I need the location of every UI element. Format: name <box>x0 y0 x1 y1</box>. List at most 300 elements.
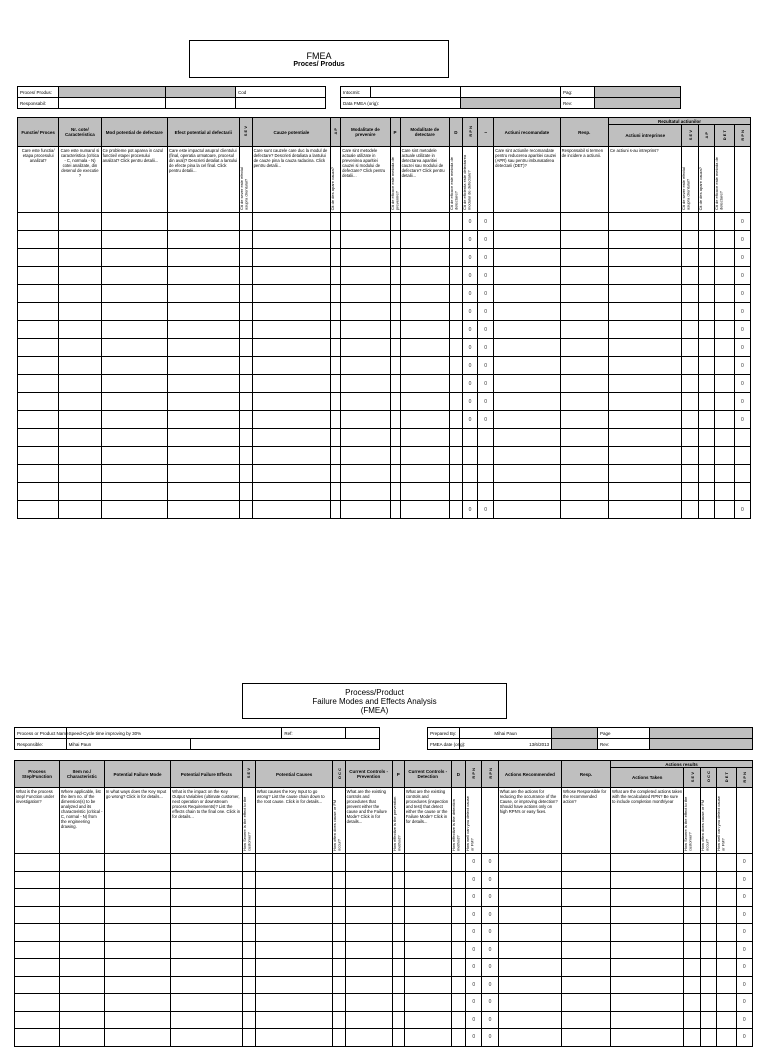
table-cell[interactable] <box>717 976 736 994</box>
table-cell[interactable] <box>18 231 59 249</box>
table-cell[interactable] <box>608 321 682 339</box>
table-cell[interactable] <box>462 213 477 231</box>
table-cell[interactable] <box>252 447 331 465</box>
table-cell[interactable] <box>608 249 682 267</box>
table-cell[interactable] <box>168 483 239 501</box>
table-cell[interactable] <box>59 321 101 339</box>
table-cell[interactable] <box>736 959 753 977</box>
table-cell[interactable] <box>101 249 167 267</box>
table-cell[interactable] <box>18 213 59 231</box>
table-cell[interactable] <box>101 213 167 231</box>
table-cell[interactable] <box>101 357 167 375</box>
table-cell[interactable] <box>462 501 477 519</box>
prepared-field[interactable]: Mihai Paun <box>460 728 552 739</box>
table-cell[interactable] <box>608 375 682 393</box>
table-cell[interactable] <box>451 994 465 1012</box>
table-cell[interactable] <box>478 483 494 501</box>
table-cell[interactable] <box>478 357 494 375</box>
table-cell[interactable] <box>239 375 252 393</box>
table-cell[interactable] <box>462 465 477 483</box>
table-cell[interactable] <box>451 889 465 907</box>
process-field[interactable]: Speed-Cycle time improving by 30% <box>66 728 282 739</box>
table-cell[interactable] <box>449 339 462 357</box>
table-cell[interactable] <box>734 267 750 285</box>
table-cell[interactable] <box>682 483 698 501</box>
table-cell[interactable] <box>390 429 400 447</box>
table-cell[interactable] <box>404 906 451 924</box>
table-cell[interactable] <box>498 889 561 907</box>
table-cell[interactable] <box>482 1029 498 1047</box>
table-cell[interactable] <box>171 889 242 907</box>
table-cell[interactable] <box>494 267 560 285</box>
table-cell[interactable] <box>341 357 390 375</box>
table-cell[interactable] <box>239 447 252 465</box>
table-cell[interactable] <box>682 285 698 303</box>
table-cell[interactable] <box>698 375 714 393</box>
table-cell[interactable] <box>451 959 465 977</box>
table-cell[interactable] <box>698 501 714 519</box>
table-cell[interactable] <box>341 321 390 339</box>
table-cell[interactable] <box>18 447 59 465</box>
table-cell[interactable] <box>171 1029 242 1047</box>
table-cell[interactable] <box>390 447 400 465</box>
table-cell[interactable] <box>331 357 341 375</box>
table-cell[interactable] <box>451 1011 465 1029</box>
table-cell[interactable] <box>608 213 682 231</box>
table-cell[interactable] <box>392 941 404 959</box>
page-field[interactable] <box>649 728 752 739</box>
table-cell[interactable] <box>561 941 610 959</box>
table-cell[interactable] <box>59 465 101 483</box>
table-cell[interactable] <box>345 994 392 1012</box>
table-cell[interactable] <box>608 429 682 447</box>
table-cell[interactable] <box>478 411 494 429</box>
table-cell[interactable] <box>18 429 59 447</box>
table-cell[interactable] <box>734 213 750 231</box>
table-cell[interactable] <box>462 357 477 375</box>
table-cell[interactable] <box>101 321 167 339</box>
table-cell[interactable] <box>700 976 716 994</box>
table-cell[interactable] <box>255 924 333 942</box>
table-cell[interactable] <box>104 1029 170 1047</box>
table-cell[interactable] <box>734 411 750 429</box>
table-cell[interactable] <box>404 1011 451 1029</box>
table-cell[interactable] <box>684 889 700 907</box>
table-cell[interactable] <box>494 357 560 375</box>
table-cell[interactable] <box>714 213 734 231</box>
table-cell[interactable] <box>682 465 698 483</box>
table-cell[interactable] <box>171 924 242 942</box>
table-cell[interactable] <box>18 303 59 321</box>
table-cell[interactable] <box>494 483 560 501</box>
table-cell[interactable] <box>242 976 255 994</box>
table-cell[interactable] <box>682 411 698 429</box>
table-cell[interactable] <box>101 303 167 321</box>
table-cell[interactable] <box>400 393 449 411</box>
table-cell[interactable] <box>466 959 482 977</box>
table-cell[interactable] <box>341 465 390 483</box>
table-cell[interactable] <box>449 393 462 411</box>
table-cell[interactable] <box>171 941 242 959</box>
table-cell[interactable] <box>714 267 734 285</box>
table-cell[interactable] <box>717 854 736 872</box>
table-cell[interactable] <box>560 375 608 393</box>
table-cell[interactable] <box>18 465 59 483</box>
table-cell[interactable] <box>736 941 753 959</box>
table-cell[interactable] <box>449 231 462 249</box>
table-cell[interactable] <box>390 465 400 483</box>
table-cell[interactable] <box>168 447 239 465</box>
table-cell[interactable] <box>449 501 462 519</box>
table-cell[interactable] <box>610 1011 683 1029</box>
table-cell[interactable] <box>717 941 736 959</box>
table-cell[interactable] <box>684 959 700 977</box>
rev-field[interactable] <box>595 98 681 109</box>
table-cell[interactable] <box>59 994 104 1012</box>
table-cell[interactable] <box>462 447 477 465</box>
table-cell[interactable] <box>252 411 331 429</box>
table-cell[interactable] <box>449 321 462 339</box>
table-cell[interactable] <box>168 267 239 285</box>
table-cell[interactable] <box>331 231 341 249</box>
table-cell[interactable] <box>560 465 608 483</box>
responsabil-field-3[interactable] <box>236 98 326 109</box>
table-cell[interactable] <box>498 994 561 1012</box>
table-cell[interactable] <box>59 375 101 393</box>
table-cell[interactable] <box>717 994 736 1012</box>
table-cell[interactable] <box>734 447 750 465</box>
table-cell[interactable] <box>333 871 345 889</box>
table-cell[interactable] <box>498 1011 561 1029</box>
table-cell[interactable] <box>15 1029 60 1047</box>
table-cell[interactable] <box>104 959 170 977</box>
table-cell[interactable] <box>608 447 682 465</box>
table-cell[interactable] <box>494 411 560 429</box>
table-cell[interactable] <box>255 941 333 959</box>
table-cell[interactable] <box>478 501 494 519</box>
table-cell[interactable] <box>59 249 101 267</box>
table-cell[interactable] <box>700 994 716 1012</box>
table-cell[interactable] <box>698 429 714 447</box>
table-cell[interactable] <box>466 854 482 872</box>
pag-field[interactable] <box>595 87 681 98</box>
table-cell[interactable] <box>390 393 400 411</box>
table-cell[interactable] <box>682 321 698 339</box>
table-cell[interactable] <box>698 339 714 357</box>
table-cell[interactable] <box>242 941 255 959</box>
table-cell[interactable] <box>682 375 698 393</box>
table-cell[interactable] <box>400 303 449 321</box>
table-cell[interactable] <box>700 1029 716 1047</box>
table-cell[interactable] <box>560 285 608 303</box>
table-cell[interactable] <box>494 501 560 519</box>
table-cell[interactable] <box>698 267 714 285</box>
table-cell[interactable] <box>59 303 101 321</box>
table-cell[interactable] <box>682 213 698 231</box>
table-cell[interactable] <box>482 906 498 924</box>
table-cell[interactable] <box>684 1029 700 1047</box>
table-cell[interactable] <box>698 465 714 483</box>
table-cell[interactable] <box>255 871 333 889</box>
table-cell[interactable] <box>560 483 608 501</box>
table-cell[interactable] <box>462 249 477 267</box>
table-cell[interactable] <box>255 959 333 977</box>
table-cell[interactable] <box>714 375 734 393</box>
table-cell[interactable] <box>610 906 683 924</box>
table-cell[interactable] <box>239 393 252 411</box>
table-cell[interactable] <box>560 213 608 231</box>
table-cell[interactable] <box>494 339 560 357</box>
table-cell[interactable] <box>462 303 477 321</box>
table-cell[interactable] <box>561 924 610 942</box>
table-cell[interactable] <box>59 501 101 519</box>
table-cell[interactable] <box>698 483 714 501</box>
table-cell[interactable] <box>449 375 462 393</box>
responsible-field[interactable]: Mihai Paun <box>66 739 190 750</box>
table-cell[interactable] <box>333 1029 345 1047</box>
table-cell[interactable] <box>59 447 101 465</box>
table-cell[interactable] <box>168 411 239 429</box>
table-cell[interactable] <box>239 429 252 447</box>
table-cell[interactable] <box>341 375 390 393</box>
table-cell[interactable] <box>252 249 331 267</box>
table-cell[interactable] <box>331 501 341 519</box>
table-cell[interactable] <box>400 501 449 519</box>
table-cell[interactable] <box>239 483 252 501</box>
table-cell[interactable] <box>392 924 404 942</box>
table-cell[interactable] <box>333 959 345 977</box>
table-cell[interactable] <box>333 994 345 1012</box>
table-cell[interactable] <box>404 959 451 977</box>
table-cell[interactable] <box>331 411 341 429</box>
table-cell[interactable] <box>168 321 239 339</box>
table-cell[interactable] <box>736 924 753 942</box>
table-cell[interactable] <box>560 447 608 465</box>
table-cell[interactable] <box>168 375 239 393</box>
table-cell[interactable] <box>104 924 170 942</box>
table-cell[interactable] <box>561 959 610 977</box>
table-cell[interactable] <box>15 941 60 959</box>
table-cell[interactable] <box>101 465 167 483</box>
table-cell[interactable] <box>104 994 170 1012</box>
table-cell[interactable] <box>400 231 449 249</box>
table-cell[interactable] <box>560 339 608 357</box>
table-cell[interactable] <box>15 1011 60 1029</box>
table-cell[interactable] <box>482 994 498 1012</box>
table-cell[interactable] <box>18 249 59 267</box>
table-cell[interactable] <box>59 339 101 357</box>
table-cell[interactable] <box>400 357 449 375</box>
table-cell[interactable] <box>400 483 449 501</box>
table-cell[interactable] <box>714 249 734 267</box>
table-cell[interactable] <box>168 231 239 249</box>
table-cell[interactable] <box>466 889 482 907</box>
table-cell[interactable] <box>168 249 239 267</box>
table-cell[interactable] <box>392 906 404 924</box>
table-cell[interactable] <box>341 231 390 249</box>
table-cell[interactable] <box>239 357 252 375</box>
table-cell[interactable] <box>59 267 101 285</box>
table-cell[interactable] <box>700 941 716 959</box>
table-cell[interactable] <box>466 941 482 959</box>
table-cell[interactable] <box>242 924 255 942</box>
table-cell[interactable] <box>255 906 333 924</box>
table-cell[interactable] <box>171 871 242 889</box>
table-cell[interactable] <box>682 231 698 249</box>
table-cell[interactable] <box>239 321 252 339</box>
table-cell[interactable] <box>682 339 698 357</box>
table-cell[interactable] <box>466 871 482 889</box>
table-cell[interactable] <box>239 339 252 357</box>
table-cell[interactable] <box>101 267 167 285</box>
process-field[interactable] <box>59 87 166 98</box>
table-cell[interactable] <box>610 889 683 907</box>
table-cell[interactable] <box>462 339 477 357</box>
table-cell[interactable] <box>104 906 170 924</box>
table-cell[interactable] <box>345 1029 392 1047</box>
table-cell[interactable] <box>494 231 560 249</box>
table-cell[interactable] <box>451 871 465 889</box>
table-cell[interactable] <box>684 994 700 1012</box>
table-cell[interactable] <box>400 465 449 483</box>
table-cell[interactable] <box>717 889 736 907</box>
table-cell[interactable] <box>700 854 716 872</box>
table-cell[interactable] <box>104 871 170 889</box>
table-cell[interactable] <box>449 429 462 447</box>
table-cell[interactable] <box>478 393 494 411</box>
table-cell[interactable] <box>242 994 255 1012</box>
table-cell[interactable] <box>392 994 404 1012</box>
table-cell[interactable] <box>682 447 698 465</box>
table-cell[interactable] <box>390 267 400 285</box>
table-cell[interactable] <box>101 339 167 357</box>
table-cell[interactable] <box>101 501 167 519</box>
table-cell[interactable] <box>15 994 60 1012</box>
table-cell[interactable] <box>242 1011 255 1029</box>
table-cell[interactable] <box>400 267 449 285</box>
table-cell[interactable] <box>404 924 451 942</box>
table-cell[interactable] <box>714 303 734 321</box>
table-cell[interactable] <box>560 429 608 447</box>
table-cell[interactable] <box>404 976 451 994</box>
table-cell[interactable] <box>610 994 683 1012</box>
table-cell[interactable] <box>331 465 341 483</box>
table-cell[interactable] <box>494 321 560 339</box>
table-cell[interactable] <box>466 976 482 994</box>
table-cell[interactable] <box>698 447 714 465</box>
table-cell[interactable] <box>682 393 698 411</box>
table-cell[interactable] <box>59 429 101 447</box>
table-cell[interactable] <box>252 357 331 375</box>
table-cell[interactable] <box>734 465 750 483</box>
table-cell[interactable] <box>390 375 400 393</box>
table-cell[interactable] <box>684 871 700 889</box>
table-cell[interactable] <box>608 231 682 249</box>
table-cell[interactable] <box>168 213 239 231</box>
table-cell[interactable] <box>18 501 59 519</box>
table-cell[interactable] <box>561 871 610 889</box>
table-cell[interactable] <box>390 285 400 303</box>
table-cell[interactable] <box>561 1029 610 1047</box>
table-cell[interactable] <box>700 1011 716 1029</box>
table-cell[interactable] <box>451 924 465 942</box>
table-cell[interactable] <box>59 941 104 959</box>
table-cell[interactable] <box>333 889 345 907</box>
table-cell[interactable] <box>59 357 101 375</box>
table-cell[interactable] <box>392 1011 404 1029</box>
table-cell[interactable] <box>18 357 59 375</box>
table-cell[interactable] <box>478 321 494 339</box>
table-cell[interactable] <box>404 871 451 889</box>
table-cell[interactable] <box>101 483 167 501</box>
table-cell[interactable] <box>498 906 561 924</box>
table-cell[interactable] <box>736 906 753 924</box>
table-cell[interactable] <box>734 375 750 393</box>
table-cell[interactable] <box>15 959 60 977</box>
table-cell[interactable] <box>104 854 170 872</box>
table-cell[interactable] <box>610 924 683 942</box>
table-cell[interactable] <box>331 321 341 339</box>
table-cell[interactable] <box>560 393 608 411</box>
table-cell[interactable] <box>700 959 716 977</box>
table-cell[interactable] <box>736 976 753 994</box>
table-cell[interactable] <box>682 429 698 447</box>
table-cell[interactable] <box>239 249 252 267</box>
table-cell[interactable] <box>252 321 331 339</box>
table-cell[interactable] <box>717 959 736 977</box>
table-cell[interactable] <box>462 411 477 429</box>
table-cell[interactable] <box>736 889 753 907</box>
table-cell[interactable] <box>478 285 494 303</box>
table-cell[interactable] <box>498 854 561 872</box>
table-cell[interactable] <box>449 465 462 483</box>
table-cell[interactable] <box>331 375 341 393</box>
table-cell[interactable] <box>101 411 167 429</box>
table-cell[interactable] <box>449 249 462 267</box>
table-cell[interactable] <box>736 994 753 1012</box>
table-cell[interactable] <box>561 906 610 924</box>
table-cell[interactable] <box>345 959 392 977</box>
table-cell[interactable] <box>341 429 390 447</box>
table-cell[interactable] <box>560 357 608 375</box>
responsible-field-2[interactable] <box>190 739 379 750</box>
table-cell[interactable] <box>608 285 682 303</box>
table-cell[interactable] <box>494 213 560 231</box>
table-cell[interactable] <box>255 1029 333 1047</box>
table-cell[interactable] <box>494 285 560 303</box>
table-cell[interactable] <box>714 339 734 357</box>
table-cell[interactable] <box>252 267 331 285</box>
table-cell[interactable] <box>390 411 400 429</box>
table-cell[interactable] <box>252 393 331 411</box>
table-cell[interactable] <box>345 906 392 924</box>
table-cell[interactable] <box>734 429 750 447</box>
table-cell[interactable] <box>698 285 714 303</box>
table-cell[interactable] <box>698 303 714 321</box>
table-cell[interactable] <box>390 321 400 339</box>
table-cell[interactable] <box>714 447 734 465</box>
table-cell[interactable] <box>736 854 753 872</box>
table-cell[interactable] <box>451 1029 465 1047</box>
table-cell[interactable] <box>714 393 734 411</box>
table-cell[interactable] <box>341 303 390 321</box>
table-cell[interactable] <box>482 854 498 872</box>
table-cell[interactable] <box>560 321 608 339</box>
table-cell[interactable] <box>400 375 449 393</box>
table-cell[interactable] <box>242 959 255 977</box>
table-cell[interactable] <box>252 303 331 321</box>
table-cell[interactable] <box>400 339 449 357</box>
